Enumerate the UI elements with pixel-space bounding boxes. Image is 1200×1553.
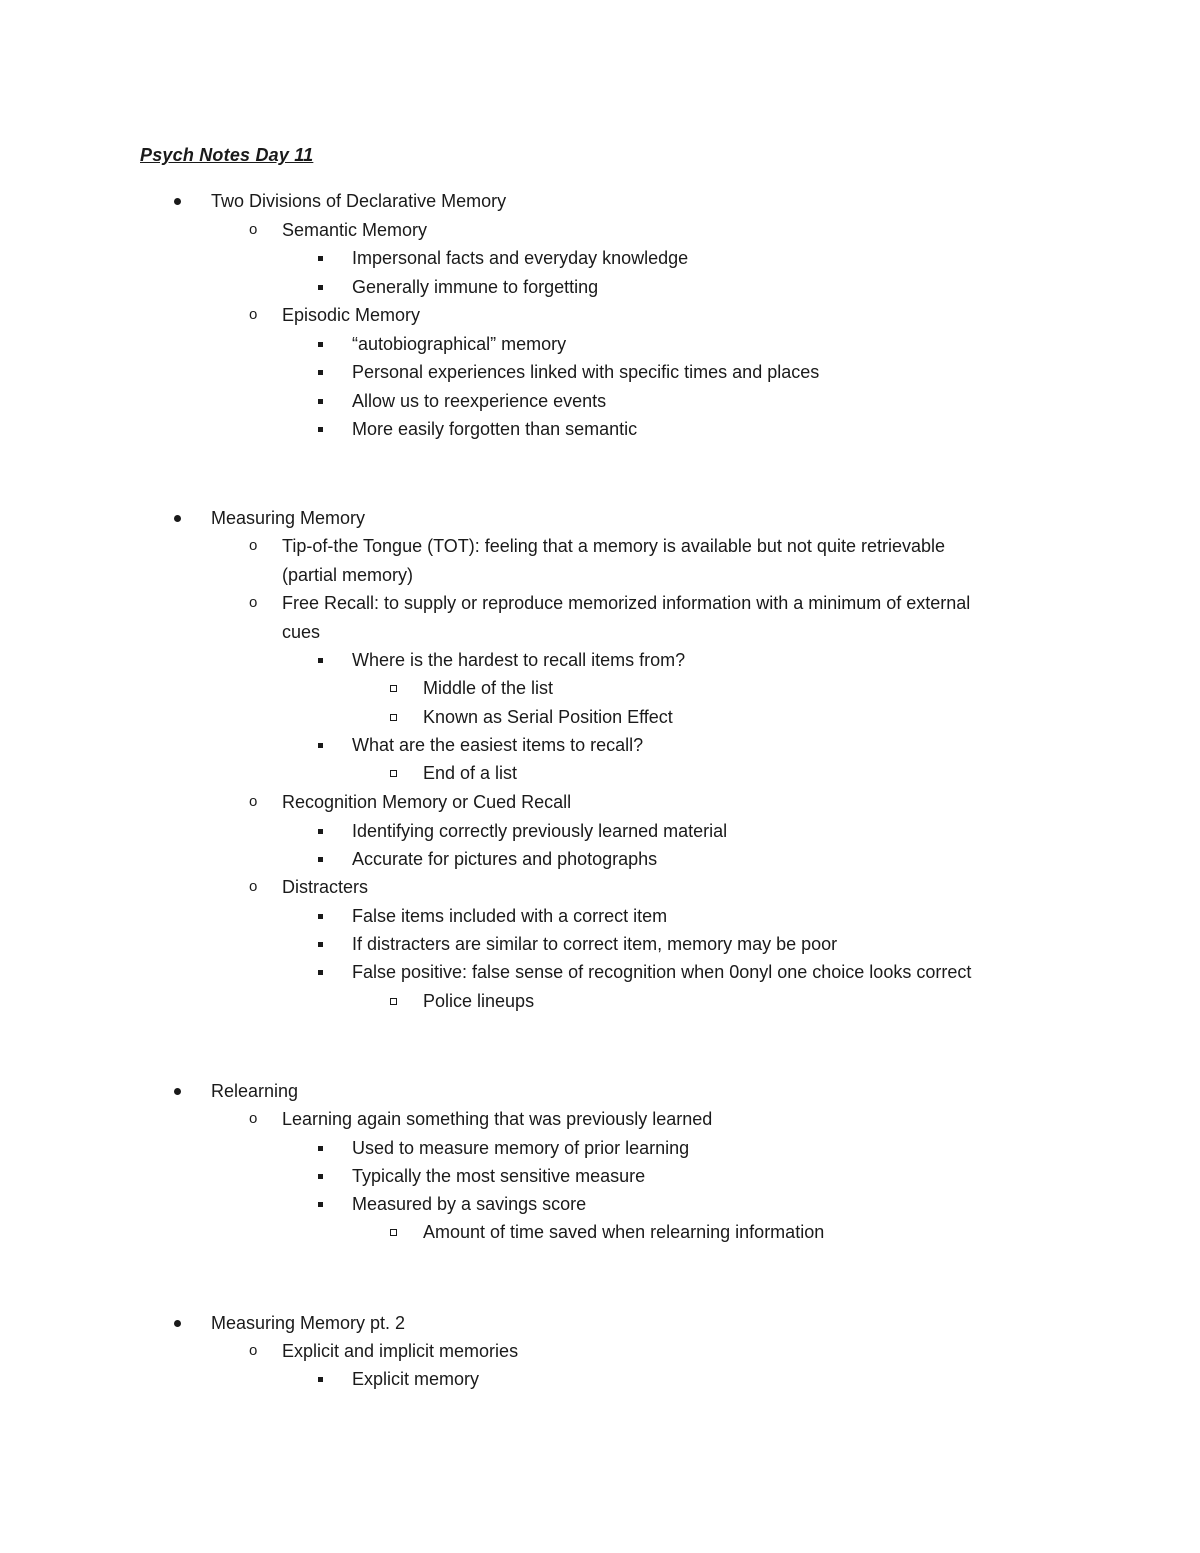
bullet-circle-icon: o: [249, 878, 258, 895]
list-item-level-3: Personal experiences linked with specific times and places: [352, 362, 820, 382]
bullet-square-icon: [318, 829, 323, 834]
bullet-square-icon: [318, 256, 323, 261]
bullet-circle-icon: o: [249, 306, 258, 323]
list-item-level-3: Used to measure memory of prior learning: [352, 1138, 690, 1158]
bullet-circle-icon: o: [249, 1342, 258, 1359]
bullet-square-icon: [318, 857, 323, 862]
bullet-hollow-square-icon: [390, 770, 397, 777]
bullet-square-icon: [318, 743, 323, 748]
list-item-level-1: Relearning: [211, 1081, 299, 1101]
list-item-level-2: Explicit and implicit memories: [282, 1341, 519, 1361]
bullet-square-icon: [318, 914, 323, 919]
list-item-level-3: If distracters are similar to correct item, memory may be poor: [352, 934, 838, 954]
bullet-square-icon: [318, 342, 323, 347]
bullet-hollow-square-icon: [390, 998, 397, 1005]
bullet-circle-icon: o: [249, 594, 258, 611]
list-item-level-3: Allow us to reexperience events: [352, 391, 607, 411]
bullet-hollow-square-icon: [390, 714, 397, 721]
list-item-level-3: Where is the hardest to recall items from?: [352, 650, 686, 670]
bullet-hollow-square-icon: [390, 685, 397, 692]
list-item-level-2: Episodic Memory: [282, 305, 421, 325]
list-item-level-3: Identifying correctly previously learned material: [352, 821, 728, 841]
list-item-level-3: Impersonal facts and everyday knowledge: [352, 248, 689, 268]
list-item-level-3: Accurate for pictures and photographs: [352, 849, 658, 869]
list-item-level-4: Amount of time saved when relearning information: [423, 1222, 825, 1242]
list-item-level-3: Generally immune to forgetting: [352, 277, 599, 297]
list-item-level-3: More easily forgotten than semantic: [352, 419, 638, 439]
bullet-dot-icon: [174, 1320, 181, 1327]
bullet-square-icon: [318, 1377, 323, 1382]
bullet-square-icon: [318, 942, 323, 947]
list-item-level-2: Free Recall: to supply or reproduce memorized information with a minimum of external: [282, 593, 971, 613]
list-item-level-3: False positive: false sense of recognition when 0onyl one choice looks correct: [352, 962, 972, 982]
list-item-level-4: Police lineups: [423, 991, 535, 1011]
bullet-dot-icon: [174, 198, 181, 205]
list-item-level-3: Typically the most sensitive measure: [352, 1166, 646, 1186]
list-item-level-continuation: cues: [282, 622, 321, 642]
bullet-square-icon: [318, 1146, 323, 1151]
bullet-circle-icon: o: [249, 221, 258, 238]
bullet-dot-icon: [174, 1088, 181, 1095]
list-item-level-3: Measured by a savings score: [352, 1194, 587, 1214]
bullet-square-icon: [318, 970, 323, 975]
bullet-dot-icon: [174, 515, 181, 522]
list-item-level-continuation: (partial memory): [282, 565, 414, 585]
bullet-square-icon: [318, 399, 323, 404]
list-item-level-4: Middle of the list: [423, 678, 554, 698]
list-item-level-2: Distracters: [282, 877, 369, 897]
list-item-level-3: Explicit memory: [352, 1369, 480, 1389]
bullet-square-icon: [318, 1202, 323, 1207]
list-item-level-1: Measuring Memory: [211, 508, 366, 528]
list-item-level-4: Known as Serial Position Effect: [423, 707, 673, 727]
bullet-circle-icon: o: [249, 793, 258, 810]
page-title: Psych Notes Day 11: [140, 145, 314, 165]
bullet-square-icon: [318, 1174, 323, 1179]
list-item-level-2: Learning again something that was previously learned: [282, 1109, 713, 1129]
list-item-level-2: Semantic Memory: [282, 220, 428, 240]
bullet-circle-icon: o: [249, 1110, 258, 1127]
list-item-level-2: Recognition Memory or Cued Recall: [282, 792, 572, 812]
list-item-level-3: What are the easiest items to recall?: [352, 735, 644, 755]
bullet-square-icon: [318, 285, 323, 290]
list-item-level-2: Tip-of-the Tongue (TOT): feeling that a memory is available but not quite retrievable: [282, 536, 946, 556]
bullet-square-icon: [318, 658, 323, 663]
list-item-level-1: Measuring Memory pt. 2: [211, 1313, 406, 1333]
list-item-level-3: False items included with a correct item: [352, 906, 668, 926]
bullet-circle-icon: o: [249, 537, 258, 554]
list-item-level-3: “autobiographical” memory: [352, 334, 567, 354]
bullet-hollow-square-icon: [390, 1229, 397, 1236]
bullet-square-icon: [318, 427, 323, 432]
list-item-level-1: Two Divisions of Declarative Memory: [211, 191, 507, 211]
list-item-level-4: End of a list: [423, 763, 518, 783]
bullet-square-icon: [318, 370, 323, 375]
